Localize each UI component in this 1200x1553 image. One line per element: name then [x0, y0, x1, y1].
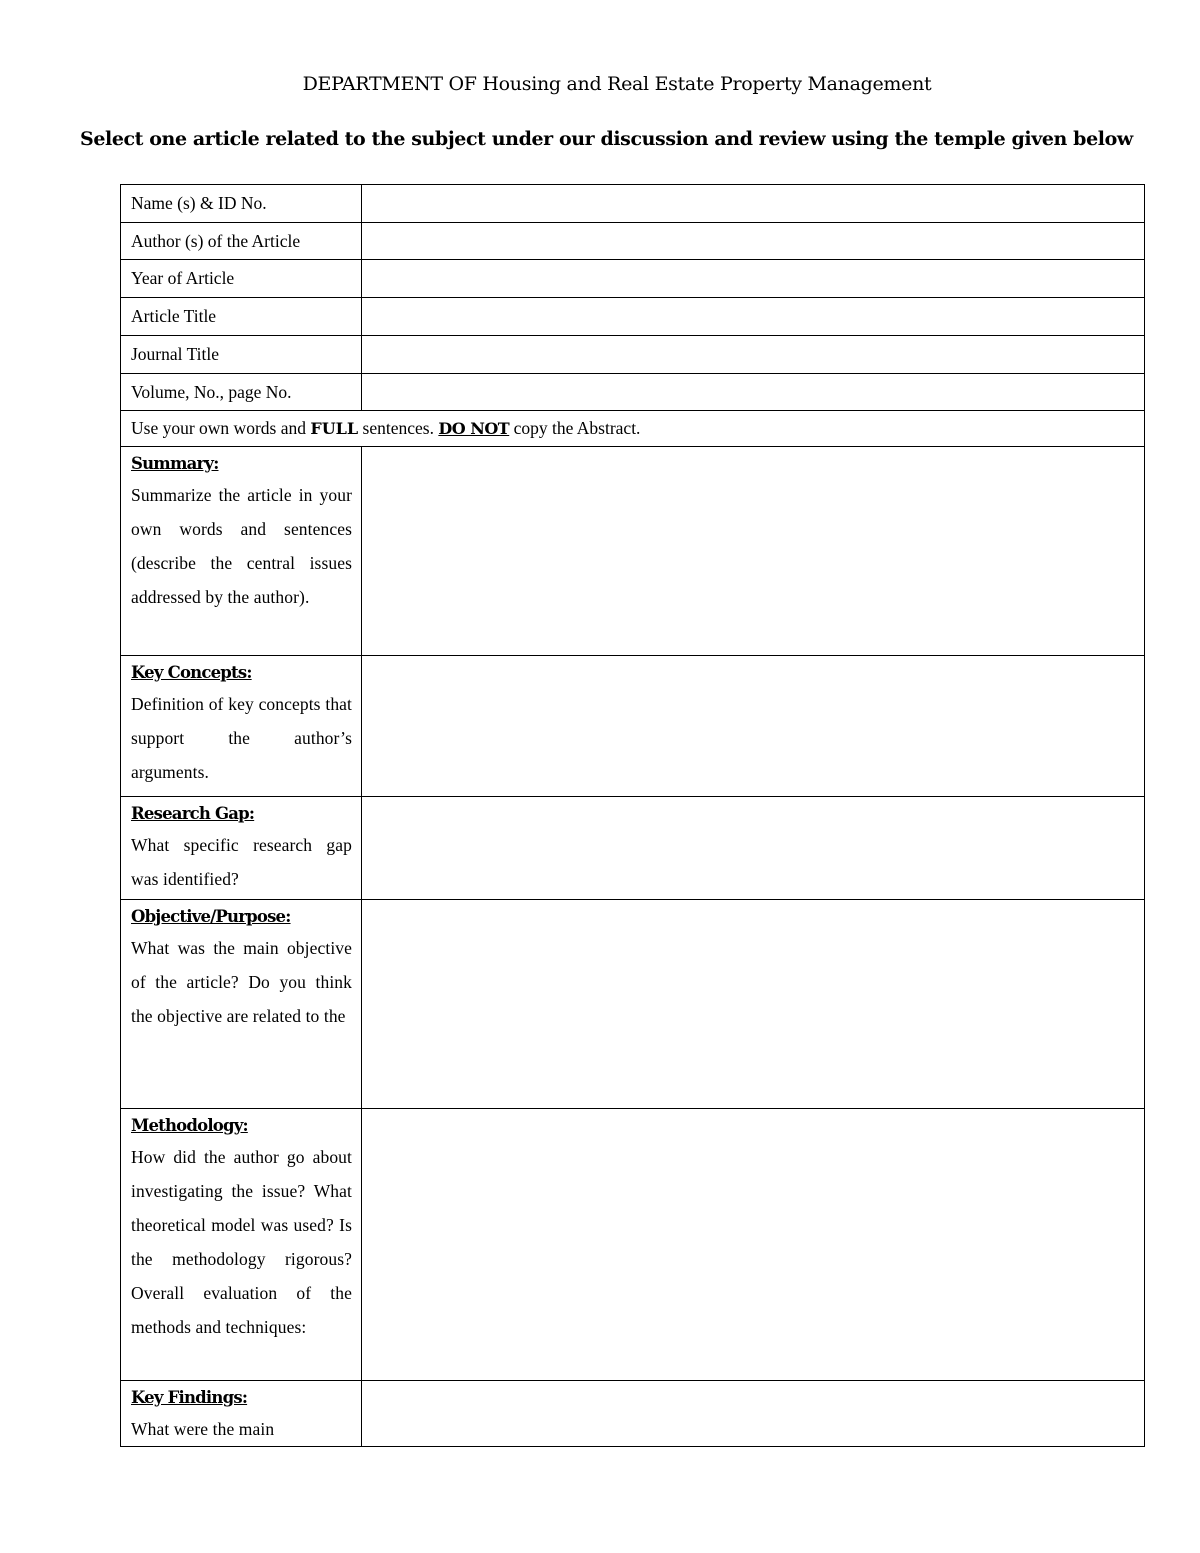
section-label-summary — [121, 447, 362, 656]
note-row — [121, 411, 1145, 447]
field-label-year: Year of Article — [121, 260, 362, 298]
field-input-article-title[interactable] — [362, 298, 1145, 336]
section-input-key-concepts[interactable] — [362, 656, 1145, 797]
section-desc-objective: What was the main objective of the article? Do you think the objective are related to the — [131, 938, 352, 1026]
section-row-key-concepts — [121, 656, 1145, 797]
field-label-author: Author (s) of the Article — [121, 223, 362, 260]
section-heading-research-gap: Research Gap: — [131, 804, 255, 823]
field-input-journal-title[interactable] — [362, 336, 1145, 374]
instruction-text: Select one article related to the subject under our discussion and review using the temple given below — [80, 128, 1133, 150]
section-label-methodology — [121, 1109, 362, 1381]
section-heading-summary: Summary: — [131, 454, 219, 473]
section-row-methodology — [121, 1109, 1145, 1381]
note-text-3: copy the Abstract. — [509, 418, 641, 438]
section-input-research-gap[interactable] — [362, 797, 1145, 900]
field-row-name — [121, 185, 1145, 223]
section-input-key-findings[interactable] — [362, 1381, 1145, 1447]
field-row-volume — [121, 374, 1145, 411]
section-heading-methodology: Methodology: — [131, 1116, 248, 1135]
field-label-volume: Volume, No., page No. — [121, 374, 362, 411]
section-row-research-gap — [121, 797, 1145, 900]
field-input-year[interactable] — [362, 260, 1145, 298]
section-desc-summary: Summarize the article in your own words and sentences (describe the central issues addressed by the author). — [131, 485, 352, 607]
section-desc-key-findings: What were the main — [131, 1419, 275, 1439]
field-input-volume[interactable] — [362, 374, 1145, 411]
section-row-summary — [121, 447, 1145, 656]
section-input-objective[interactable] — [362, 900, 1145, 1109]
section-label-objective — [121, 900, 362, 1109]
section-label-key-concepts — [121, 656, 362, 797]
section-input-summary[interactable] — [362, 447, 1145, 656]
field-input-author[interactable] — [362, 223, 1145, 260]
section-label-research-gap — [121, 797, 362, 900]
note-underline: DO NOT — [438, 419, 510, 438]
field-row-year — [121, 260, 1145, 298]
department-title: DEPARTMENT OF Housing and Real Estate Property Management — [302, 73, 932, 95]
note-text-2: sentences. — [358, 418, 439, 438]
section-row-objective — [121, 900, 1145, 1109]
field-label-name: Name (s) & ID No. — [121, 185, 362, 223]
section-desc-key-concepts: Definition of key concepts that support the author’s arguments. — [131, 694, 352, 782]
section-label-key-findings — [121, 1381, 362, 1447]
section-heading-key-concepts: Key Concepts: — [131, 663, 252, 682]
note-bold: FULL — [310, 419, 359, 438]
section-desc-methodology: How did the author go about investigating the issue? What theoretical model was used? Is the methodology rigorous? Overall evaluation of the methods and techniques: — [131, 1147, 352, 1337]
section-row-key-findings — [121, 1381, 1145, 1447]
field-row-author — [121, 223, 1145, 260]
instruction-note — [121, 411, 1145, 447]
field-label-article-title: Article Title — [121, 298, 362, 336]
field-label-journal-title: Journal Title — [121, 336, 362, 374]
section-heading-key-findings: Key Findings: — [131, 1388, 248, 1407]
review-template-table — [120, 184, 1145, 1447]
field-row-article-title — [121, 298, 1145, 336]
field-input-name[interactable] — [362, 185, 1145, 223]
section-desc-research-gap: What specific research gap was identified? — [131, 835, 352, 889]
section-heading-objective: Objective/Purpose: — [131, 907, 291, 926]
note-text-1: Use your own words and — [131, 418, 311, 438]
field-row-journal-title — [121, 336, 1145, 374]
section-input-methodology[interactable] — [362, 1109, 1145, 1381]
